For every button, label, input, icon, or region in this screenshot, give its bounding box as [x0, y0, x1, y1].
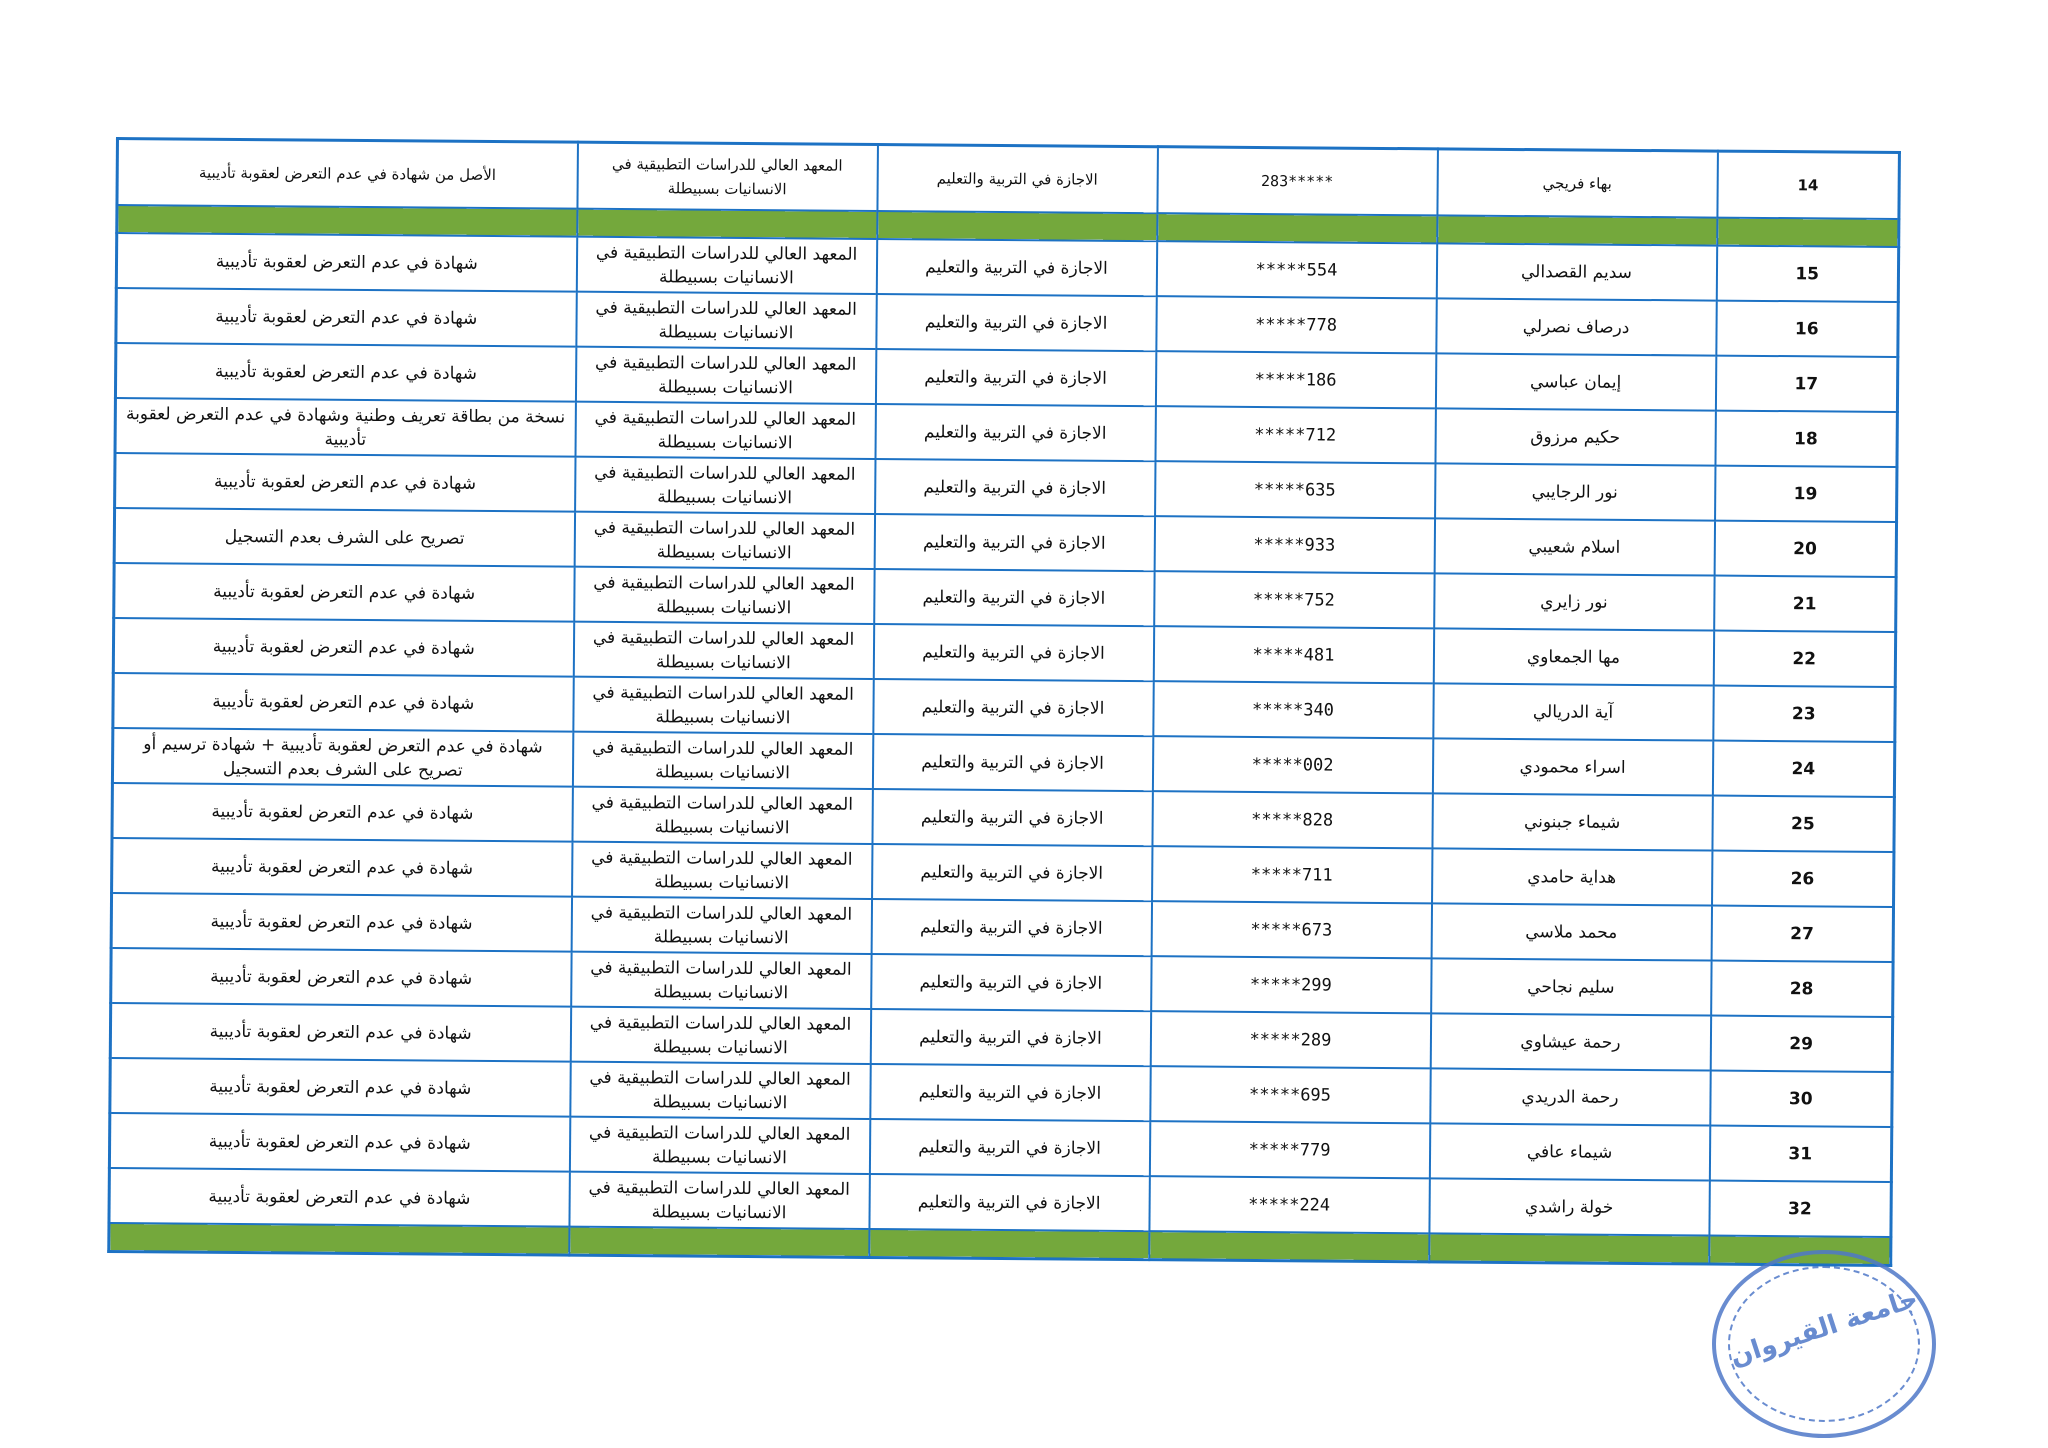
- row-number: 30: [1710, 1071, 1892, 1127]
- row-number: 32: [1709, 1181, 1891, 1237]
- id-number: *****186: [1155, 351, 1435, 408]
- diploma: الاجازة في التربية والتعليم: [870, 1009, 1150, 1066]
- candidate-name: إيمان عباسي: [1435, 353, 1715, 410]
- missing-documents: شهادة في عدم التعرض لعقوبة تأديبية + شهادة ترسيم أو تصريح على الشرف بعدم التسجيل: [112, 728, 572, 787]
- row-number: 31: [1709, 1126, 1891, 1182]
- institute: المعهد العالي للدراسات التطبيقية في الانسانيات بسبيطلة: [571, 952, 871, 1009]
- missing-documents: شهادة في عدم التعرض لعقوبة تأديبية: [116, 233, 576, 292]
- institute: المعهد العالي للدراسات التطبيقية في الانسانيات بسبيطلة: [572, 732, 872, 789]
- missing-documents: شهادة في عدم التعرض لعقوبة تأديبية: [115, 453, 575, 512]
- candidate-name: سليم نجاحي: [1431, 958, 1711, 1015]
- row-number: 17: [1715, 356, 1897, 412]
- institute: المعهد العالي للدراسات التطبيقية في الانسانيات بسبيطلة: [573, 677, 873, 734]
- institute: المعهد العالي للدراسات التطبيقية في الانسانيات بسبيطلة: [574, 512, 874, 569]
- separator-cell: [1717, 218, 1899, 247]
- row-number: 28: [1711, 961, 1893, 1017]
- missing-documents: شهادة في عدم التعرض لعقوبة تأديبية: [109, 1113, 569, 1172]
- separator-cell: [577, 209, 877, 239]
- id-number: *****289: [1150, 1011, 1430, 1068]
- diploma: الاجازة في التربية والتعليم: [876, 239, 1156, 296]
- id-number: *****340: [1153, 681, 1433, 738]
- diploma: الاجازة في التربية والتعليم: [872, 789, 1152, 846]
- candidate-name: نور زايري: [1434, 573, 1714, 630]
- row-number: 22: [1713, 631, 1895, 687]
- missing-documents: شهادة في عدم التعرض لعقوبة تأديبية: [113, 618, 573, 677]
- id-number: *****554: [1156, 241, 1436, 298]
- separator-cell: [117, 205, 577, 237]
- institute: المعهد العالي للدراسات التطبيقية في الانسانيات بسبيطلة: [569, 1172, 869, 1229]
- separator-cell: [1157, 213, 1437, 243]
- missing-documents: شهادة في عدم التعرض لعقوبة تأديبية: [109, 1168, 569, 1227]
- missing-documents: شهادة في عدم التعرض لعقوبة تأديبية: [113, 673, 573, 732]
- diploma: الاجازة في التربية والتعليم: [874, 569, 1154, 626]
- missing-documents: شهادة في عدم التعرض لعقوبة تأديبية: [110, 1003, 570, 1062]
- missing-documents: شهادة في عدم التعرض لعقوبة تأديبية: [114, 563, 574, 622]
- candidate-name: بهاء فريجي: [1437, 149, 1718, 218]
- missing-documents: شهادة في عدم التعرض لعقوبة تأديبية: [112, 783, 572, 842]
- institute: المعهد العالي للدراسات التطبيقية في الانسانيات بسبيطلة: [575, 347, 875, 404]
- diploma: الاجازة في التربية والتعليم: [875, 404, 1155, 461]
- candidate-name: حكيم مرزوق: [1435, 408, 1715, 465]
- candidate-name: اسلام شعيبي: [1434, 518, 1714, 575]
- institute: المعهد العالي للدراسات التطبيقية في الانسانيات بسبيطلة: [570, 1007, 870, 1064]
- document-page: [107, 137, 1898, 1311]
- candidate-name: محمد ملاسي: [1431, 903, 1711, 960]
- missing-documents: شهادة في عدم التعرض لعقوبة تأديبية: [116, 288, 576, 347]
- diploma: الاجازة في التربية والتعليم: [875, 459, 1155, 516]
- row-number: 16: [1716, 301, 1898, 357]
- row-number: 21: [1714, 576, 1896, 632]
- id-number: *****712: [1155, 406, 1435, 463]
- diploma: الاجازة في التربية والتعليم: [877, 144, 1158, 213]
- institute: المعهد العالي للدراسات التطبيقية في الانسانيات بسبيطلة: [570, 1062, 870, 1119]
- id-number: *****752: [1154, 571, 1434, 628]
- id-number: *****778: [1156, 296, 1436, 353]
- missing-documents: شهادة في عدم التعرض لعقوبة تأديبية: [110, 1058, 570, 1117]
- separator-cell: [1437, 215, 1717, 245]
- diploma: الاجازة في التربية والتعليم: [869, 1174, 1149, 1231]
- id-number: *****002: [1152, 736, 1432, 793]
- id-number: *****828: [1152, 791, 1432, 848]
- candidate-name: رحمة الدريدي: [1430, 1068, 1710, 1125]
- university-stamp: [1712, 1250, 1936, 1438]
- institute: المعهد العالي للدراسات التطبيقية في الانسانيات بسبيطلة: [572, 842, 872, 899]
- diploma: الاجازة في التربية والتعليم: [872, 734, 1152, 791]
- institute: المعهد العالي للدراسات التطبيقية في الانسانيات بسبيطلة: [573, 622, 873, 679]
- id-number: *****224: [1149, 1176, 1429, 1233]
- institute: المعهد العالي للدراسات التطبيقية في الانسانيات بسبيطلة: [574, 567, 874, 624]
- diploma: الاجازة في التربية والتعليم: [874, 514, 1154, 571]
- institute: المعهد العالي للدراسات التطبيقية في الانسانيات بسبيطلة: [576, 237, 876, 294]
- candidate-name: آية الدريالي: [1433, 683, 1713, 740]
- candidate-name: خولة راشدي: [1429, 1178, 1709, 1235]
- diploma: الاجازة في التربية والتعليم: [873, 679, 1153, 736]
- missing-documents: شهادة في عدم التعرض لعقوبة تأديبية: [111, 948, 571, 1007]
- institute: المعهد العالي للدراسات التطبيقية في الانسانيات بسبيطلة: [569, 1117, 869, 1174]
- institute: المعهد العالي للدراسات التطبيقية في الانسانيات بسبيطلة: [571, 897, 871, 954]
- diploma: الاجازة في التربية والتعليم: [873, 624, 1153, 681]
- row-number: 29: [1710, 1016, 1892, 1072]
- diploma: الاجازة في التربية والتعليم: [875, 349, 1155, 406]
- id-number: *****635: [1155, 461, 1435, 518]
- diploma: الاجازة في التربية والتعليم: [870, 1064, 1150, 1121]
- diploma: الاجازة في التربية والتعليم: [871, 954, 1151, 1011]
- separator-cell: [1429, 1233, 1709, 1264]
- id-number: 283*****: [1157, 147, 1438, 216]
- candidate-name: هداية حامدي: [1432, 848, 1712, 905]
- candidate-name: شيماء عافي: [1429, 1123, 1709, 1180]
- institute: المعهد العالي للدراسات التطبيقية في الانسانيات بسبيطلة: [575, 402, 875, 459]
- row-number: 26: [1712, 851, 1894, 907]
- institute: المعهد العالي للدراسات التطبيقية في الانسانيات بسبيطلة: [572, 787, 872, 844]
- row-number: 14: [1717, 151, 1900, 219]
- separator-cell: [877, 211, 1157, 241]
- id-number: *****299: [1151, 956, 1431, 1013]
- diploma: الاجازة في التربية والتعليم: [869, 1119, 1149, 1176]
- separator-cell: [869, 1229, 1149, 1260]
- candidate-name: شيماء جبنوني: [1432, 793, 1712, 850]
- missing-documents: نسخة من بطاقة تعريف وطنية وشهادة في عدم التعرض لعقوبة تأديبية: [115, 398, 575, 457]
- diploma: الاجازة في التربية والتعليم: [876, 294, 1156, 351]
- id-number: *****711: [1152, 846, 1432, 903]
- missing-documents: شهادة في عدم التعرض لعقوبة تأديبية: [115, 343, 575, 402]
- candidate-name: مها الجمعاوي: [1433, 628, 1713, 685]
- diploma: الاجازة في التربية والتعليم: [872, 844, 1152, 901]
- separator-cell: [1149, 1231, 1429, 1262]
- id-number: *****695: [1150, 1066, 1430, 1123]
- row-number: 15: [1716, 246, 1898, 302]
- row-number: 20: [1714, 521, 1896, 577]
- separator-cell: [109, 1223, 569, 1255]
- row-number: 25: [1712, 796, 1894, 852]
- row-number: 18: [1715, 411, 1897, 467]
- candidate-name: اسراء محمودي: [1432, 738, 1712, 795]
- stamp-text: جامعة القيروان: [1726, 1283, 1922, 1373]
- candidate-name: سديم القصدالي: [1436, 243, 1716, 300]
- missing-documents: شهادة في عدم التعرض لعقوبة تأديبية: [111, 893, 571, 952]
- institute: المعهد العالي للدراسات التطبيقية في الانسانيات بسبيطلة: [577, 142, 878, 211]
- id-number: *****673: [1151, 901, 1431, 958]
- row-number: 19: [1715, 466, 1897, 522]
- missing-documents: شهادة في عدم التعرض لعقوبة تأديبية: [112, 838, 572, 897]
- candidate-name: درصاف نصرلي: [1436, 298, 1716, 355]
- diploma: الاجازة في التربية والتعليم: [871, 899, 1151, 956]
- row-number: 23: [1713, 686, 1895, 742]
- candidates-table: [107, 137, 1901, 1267]
- separator-cell: [569, 1227, 869, 1258]
- institute: المعهد العالي للدراسات التطبيقية في الانسانيات بسبيطلة: [575, 457, 875, 514]
- institute: المعهد العالي للدراسات التطبيقية في الانسانيات بسبيطلة: [576, 292, 876, 349]
- missing-documents: تصريح على الشرف بعدم التسجيل: [114, 508, 574, 567]
- id-number: *****779: [1149, 1121, 1429, 1178]
- id-number: *****933: [1154, 516, 1434, 573]
- row-number: 27: [1711, 906, 1893, 962]
- id-number: *****481: [1153, 626, 1433, 683]
- candidate-name: نور الرجايبي: [1435, 463, 1715, 520]
- missing-documents: الأصل من شهادة في عدم التعرض لعقوبة تأديبية: [117, 139, 578, 209]
- row-number: 24: [1712, 741, 1894, 797]
- candidate-name: رحمة عيشاوي: [1430, 1013, 1710, 1070]
